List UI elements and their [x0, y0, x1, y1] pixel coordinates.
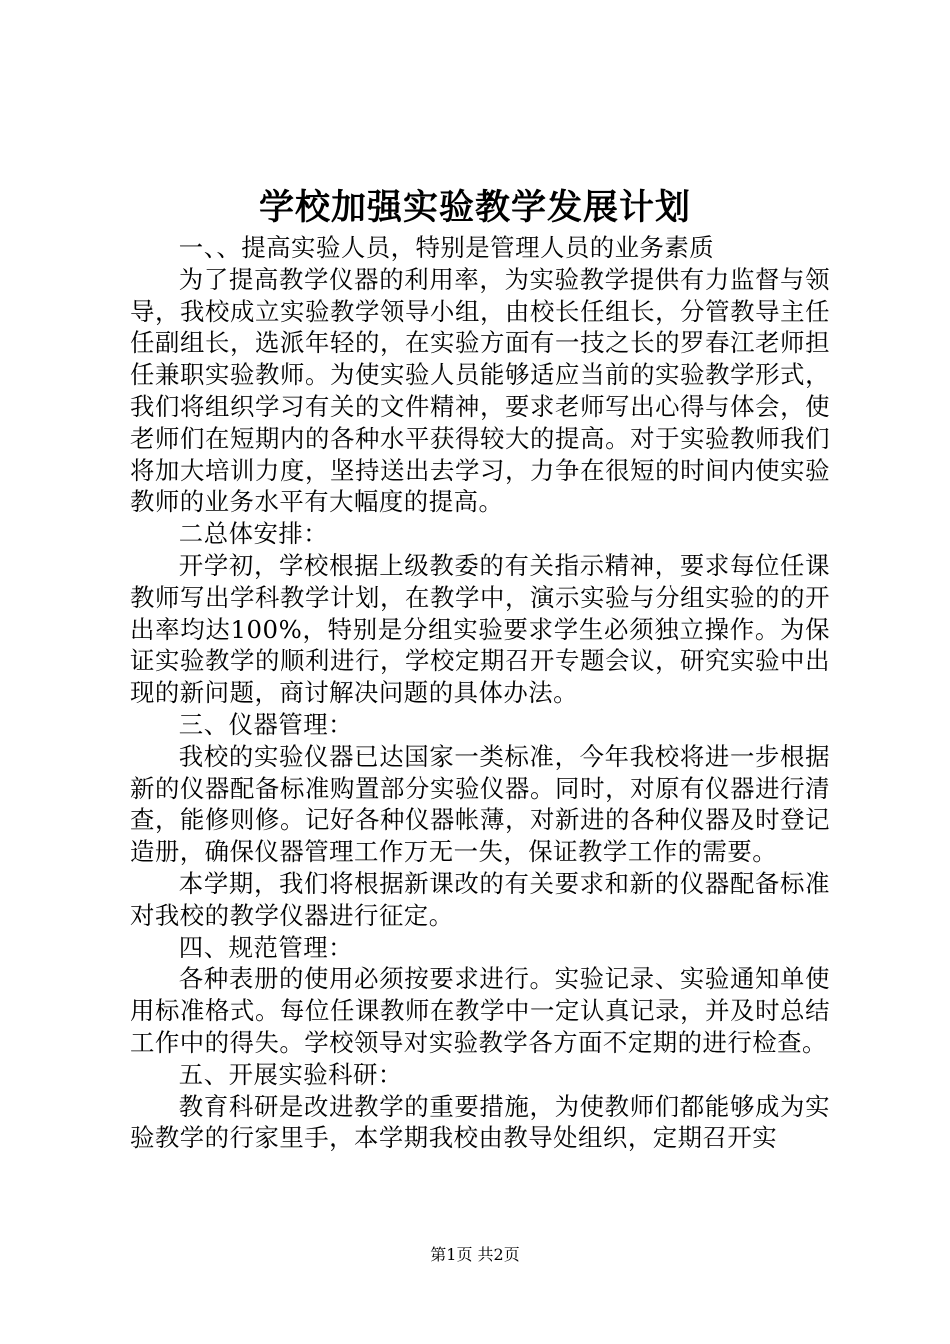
- paragraph-1: 为了提高教学仪器的利用率，为实验教学提供有力监督与领导，我校成立实验教学领导小组，由校长任组长，分管教导主任任副组长，选派年轻的，在实验方面有一技之长的罗春江老师担任兼职实验教师。为使实验人员能够适应当前的实验教学形式，我们将组织学习有关的文件精神，要求老师写出心得与体会，使老师们在短期内的各种水平获得较大的提高。对于实验教师我们将加大培训力度，坚持送出去学习，力争在很短的时间内使实验教师的业务水平有大幅度的提高。: [130, 264, 830, 517]
- page-number-footer: 第1页 共2页: [430, 1245, 520, 1264]
- paragraph-2: 开学初，学校根据上级教委的有关指示精神，要求每位任课教师写出学科教学计划，在教学中，演示实验与分组实验的的开出率均达100%，特别是分组实验要求学生必须独立操作。为保证实验教学的顺利进行，学校定期召开专题会议，研究实验中出现的新问题，商讨解决问题的具体办法。: [130, 550, 830, 708]
- section-heading-5: 五、开展实验科研：: [178, 1059, 403, 1089]
- section-heading-1: 一、、提高实验人员，特别是管理人员的业务素质: [178, 233, 715, 262]
- section-heading-3: 三、仪器管理：: [178, 709, 354, 739]
- paragraph-3: 我校的实验仪器已达国家一类标准，今年我校将进一步根据新的仪器配备标准购置部分实验仪器。同时，对原有仪器进行清查，能修则修。记好各种仪器帐薄，对新进的各种仪器及时登记造册，确保仪器管理工作万无一失，保证教学工作的需要。: [130, 741, 830, 867]
- section-heading-2: 二总体安排：: [178, 519, 329, 549]
- paragraph-5: 各种表册的使用必须按要求进行。实验记录、实验通知单使用标准格式。每位任课教师在教学中一定认真记录，并及时总结工作中的得失。学校领导对实验教学各方面不定期的进行检查。: [130, 964, 830, 1057]
- paragraph-6: 教育科研是改进教学的重要措施，为使教师们都能够成为实验教学的行家里手，本学期我校由教导处组织，定期召开实: [130, 1091, 830, 1153]
- section-heading-4: 四、规范管理：: [178, 932, 354, 962]
- paragraph-4: 本学期，我们将根据新课改的有关要求和新的仪器配备标准对我校的教学仪器进行征定。: [130, 868, 830, 930]
- document-body: [130, 232, 830, 1154]
- document-title: 学校加强实验教学发展计划: [258, 187, 691, 228]
